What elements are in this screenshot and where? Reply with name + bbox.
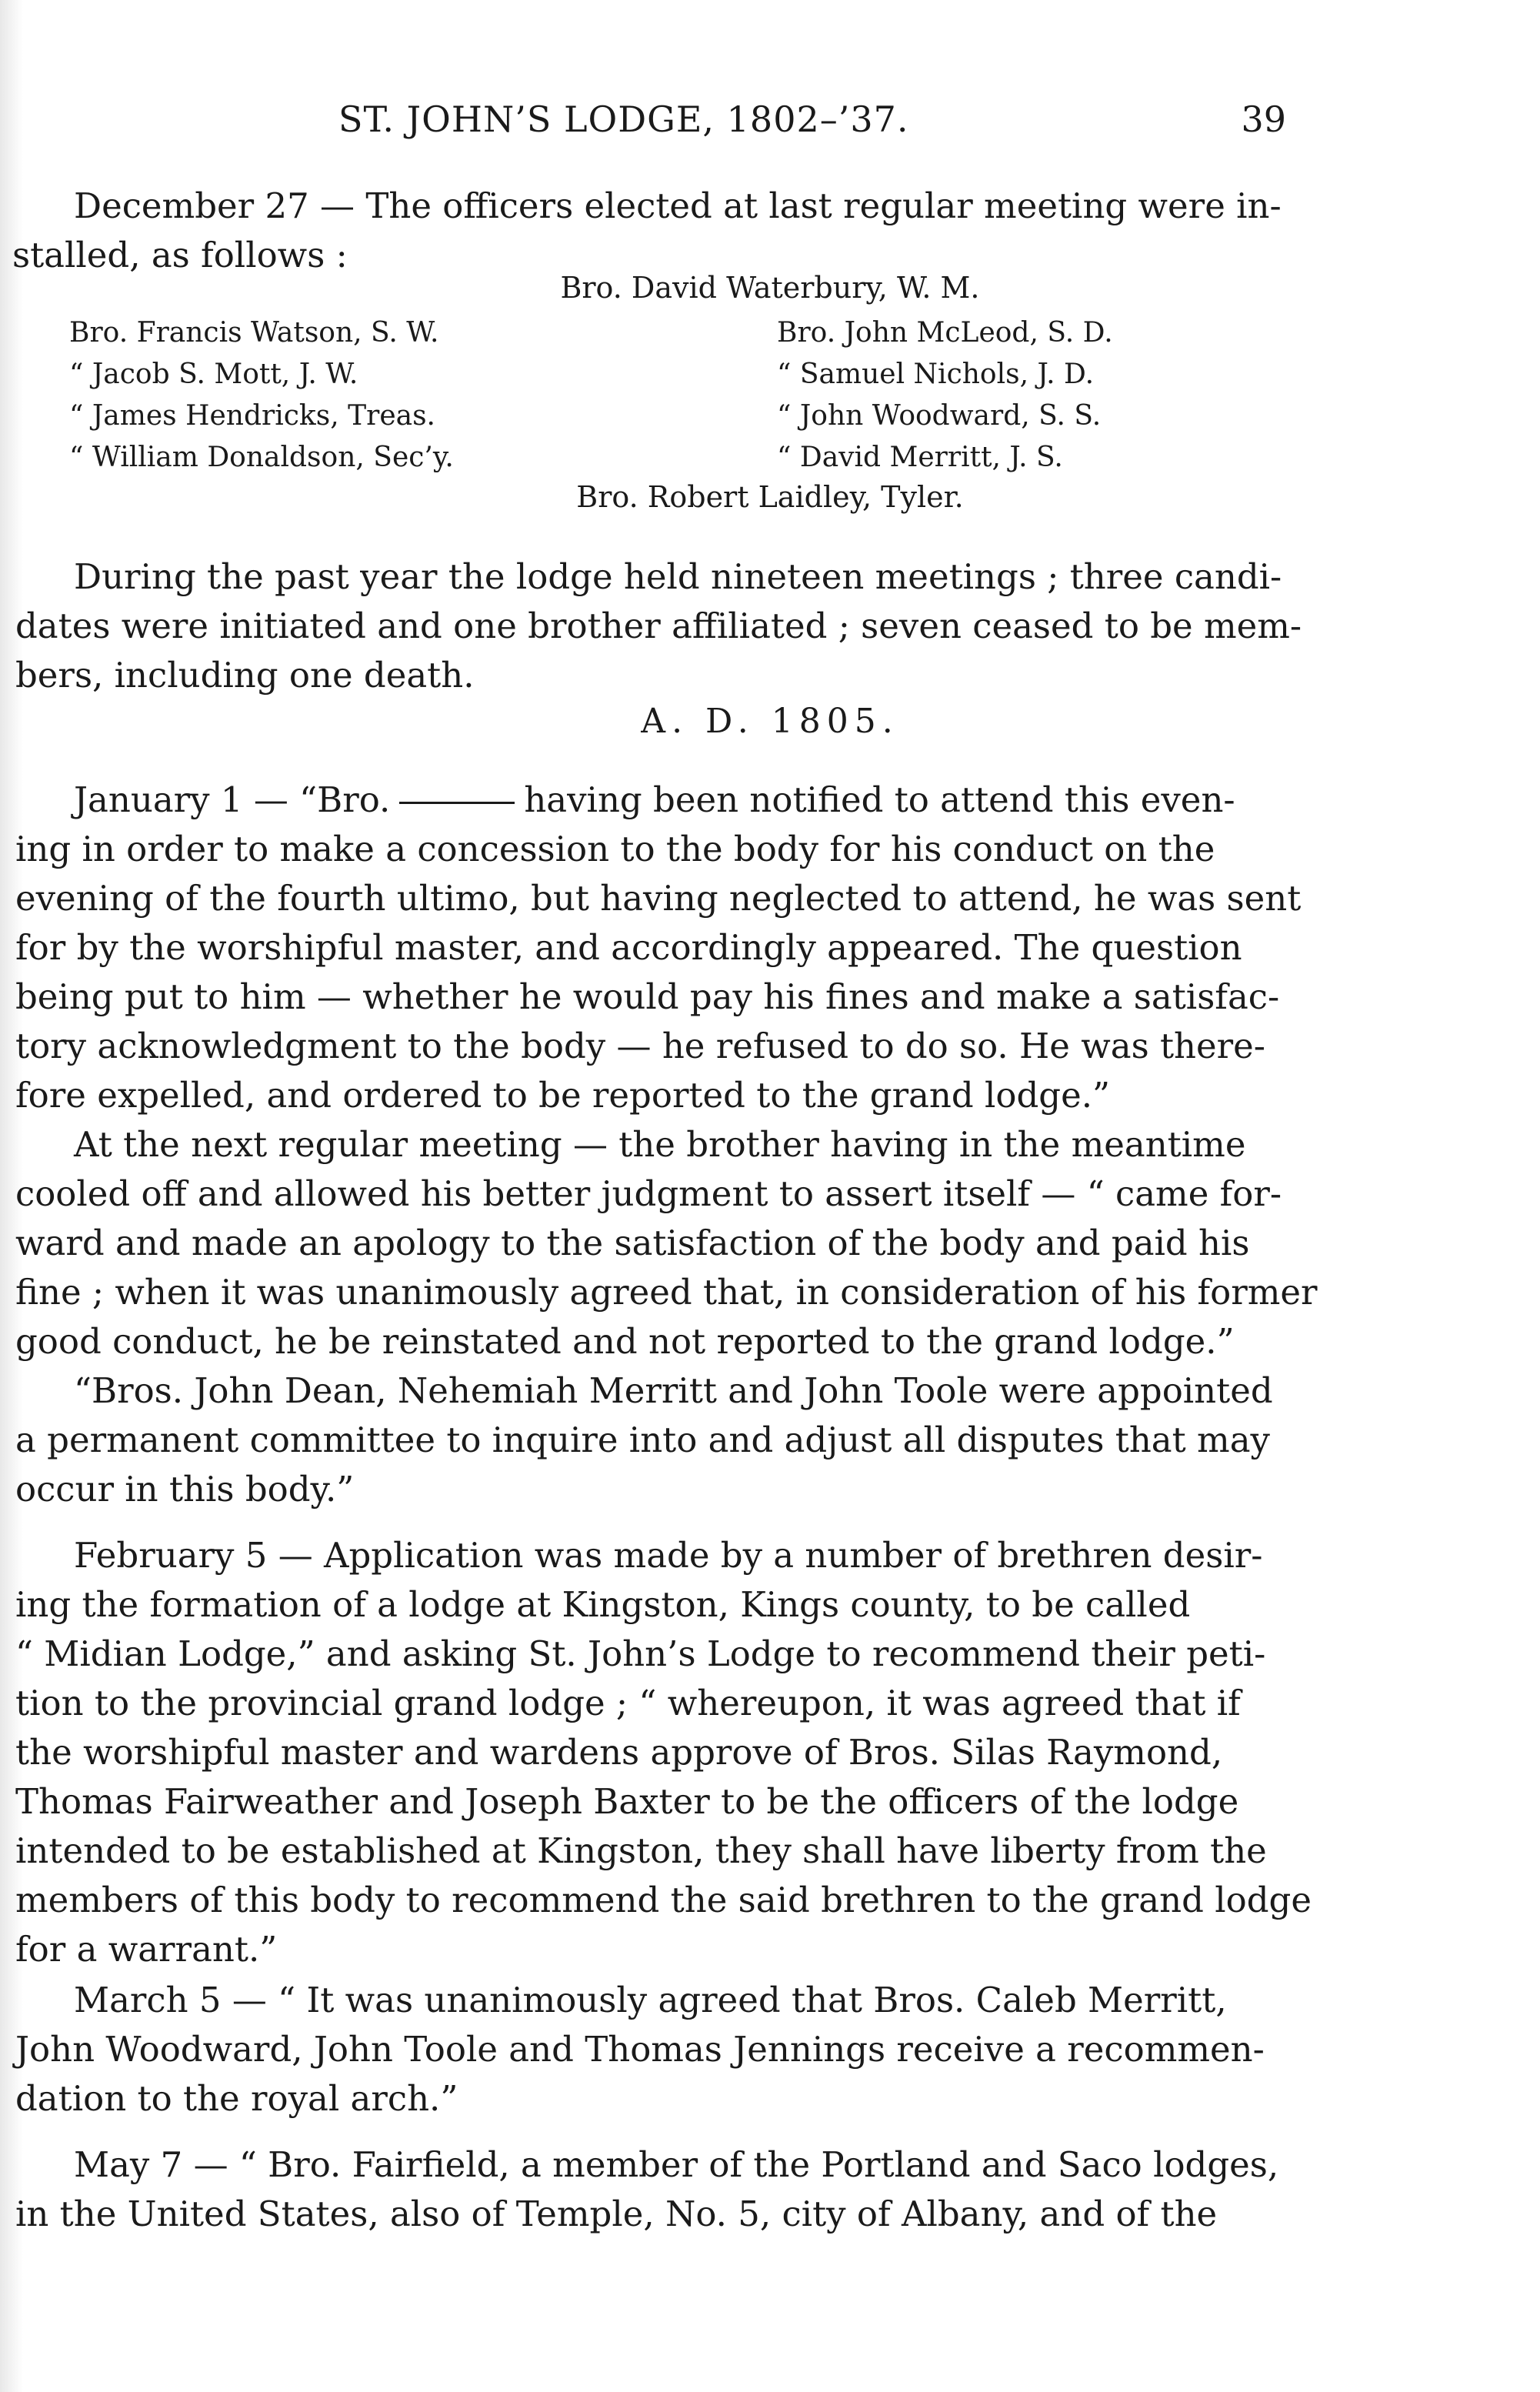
text-line: a permanent committee to inquire into and adjust all disputes that may [15, 1420, 1270, 1460]
officer-entry: “ William Donaldson, Sec’y. [69, 442, 454, 473]
officer-entry: “ David Merritt, J. S. [777, 442, 1063, 473]
officer-entry: Bro. John McLeod, S. D. [777, 317, 1113, 349]
text-line: stalled, as follows : [12, 235, 348, 275]
text-line: the worshipful master and wardens approve of Bros. Silas Raymond, [15, 1732, 1223, 1773]
text-line: occur in this body.” [15, 1469, 355, 1510]
text-line: fore expelled, and ordered to be reported to the grand lodge.” [15, 1075, 1111, 1116]
text-line: ward and made an apology to the satisfaction of the body and paid his [15, 1223, 1250, 1263]
text-line: tion to the provincial grand lodge ; “ whereupon, it was agreed that if [15, 1683, 1241, 1723]
text-line: December 27 — The officers elected at last regular meeting were in- [74, 185, 1282, 226]
text-line: During the past year the lodge held nineteen meetings ; three candi- [74, 556, 1282, 597]
running-title: ST. JOHN’S LODGE, 1802–’37. [338, 98, 909, 140]
text-line: dates were initiated and one brother affiliated ; seven ceased to be mem- [15, 606, 1302, 646]
text-line: fine ; when it was unanimously agreed that, in consideration of his former [15, 1272, 1318, 1313]
year-heading: A. D. 1805. [641, 702, 899, 741]
may-paragraph [15, 2140, 1292, 2239]
officer-entry: “ James Hendricks, Treas. [69, 400, 435, 432]
officer-entry: “ Samuel Nichols, J. D. [777, 359, 1095, 390]
text-line: May 7 — “ Bro. Fairfield, a member of the Portland and Saco lodges, [74, 2144, 1279, 2185]
text-line: being put to him — whether he would pay his fines and make a satisfac- [15, 976, 1280, 1017]
text-line: good conduct, he be reinstated and not reported to the grand lodge.” [15, 1321, 1235, 1362]
march-paragraph [15, 1976, 1292, 2123]
page-number: 39 [1241, 98, 1286, 140]
officers-right-column [777, 312, 1113, 479]
text-line: At the next regular meeting — the brother having in the meantime [74, 1124, 1246, 1165]
officer-entry: “ Jacob S. Mott, J. W. [69, 359, 358, 390]
text-line: February 5 — Application was made by a number of brethren desir- [74, 1535, 1263, 1576]
text-line: cooled off and allowed his better judgment to assert itself — “ came for- [15, 1173, 1282, 1214]
text-line: “ Midian Lodge,” and asking St. John’s Lodge to recommend their peti- [15, 1633, 1266, 1674]
text-line: “Bros. John Dean, Nehemiah Merritt and John Toole were appointed [74, 1370, 1273, 1411]
line-end: having been notified to attend this even- [524, 779, 1235, 820]
text-line: bers, including one death. [15, 655, 475, 696]
text-line: in the United States, also of Temple, No. 5, city of Albany, and of the [15, 2194, 1218, 2234]
officer-master: Bro. David Waterbury, W. M. [560, 271, 980, 305]
text-line: for a warrant.” [15, 1929, 278, 1970]
text-line: intended to be established at Kingston, they shall have liberty from the [15, 1830, 1267, 1871]
officer-entry: Bro. Francis Watson, S. W. [69, 317, 439, 349]
next-meeting-paragraph [15, 1120, 1318, 1366]
installation-intro [12, 182, 1282, 280]
committee-paragraph [15, 1366, 1292, 1514]
officer-entry: “ John Woodward, S. S. [777, 400, 1102, 432]
text-line: for by the worshipful master, and accordingly appeared. The question [15, 927, 1242, 968]
officer-tyler: Bro. Robert Laidley, Tyler. [576, 480, 964, 514]
january-paragraph [15, 776, 1302, 1120]
february-paragraph [15, 1531, 1312, 1974]
text-line: dation to the royal arch.” [15, 2078, 458, 2119]
name-omitted-dash [399, 802, 515, 804]
officers-left-column [69, 312, 454, 479]
text-line: tory acknowledgment to the body — he refused to do so. He was there- [15, 1026, 1266, 1066]
text-line: ing in order to make a concession to the body for his conduct on the [15, 829, 1215, 869]
summary-paragraph [15, 552, 1302, 700]
text-line: ing the formation of a lodge at Kingston, Kings county, to be called [15, 1584, 1191, 1625]
text-line [15, 776, 1292, 825]
text-line: John Woodward, John Toole and Thomas Jennings receive a recommen- [15, 2029, 1265, 2070]
text-line: Thomas Fairweather and Joseph Baxter to be the officers of the lodge [15, 1781, 1239, 1822]
text-line: members of this body to recommend the said brethren to the grand lodge [15, 1880, 1312, 1920]
text-line: evening of the fourth ultimo, but having neglected to attend, he was sent [15, 878, 1302, 919]
text-line: March 5 — “ It was unanimously agreed that Bros. Caleb Merritt, [74, 1980, 1227, 2020]
line-start: January 1 — “Bro. [74, 779, 391, 820]
running-header [0, 98, 1540, 152]
